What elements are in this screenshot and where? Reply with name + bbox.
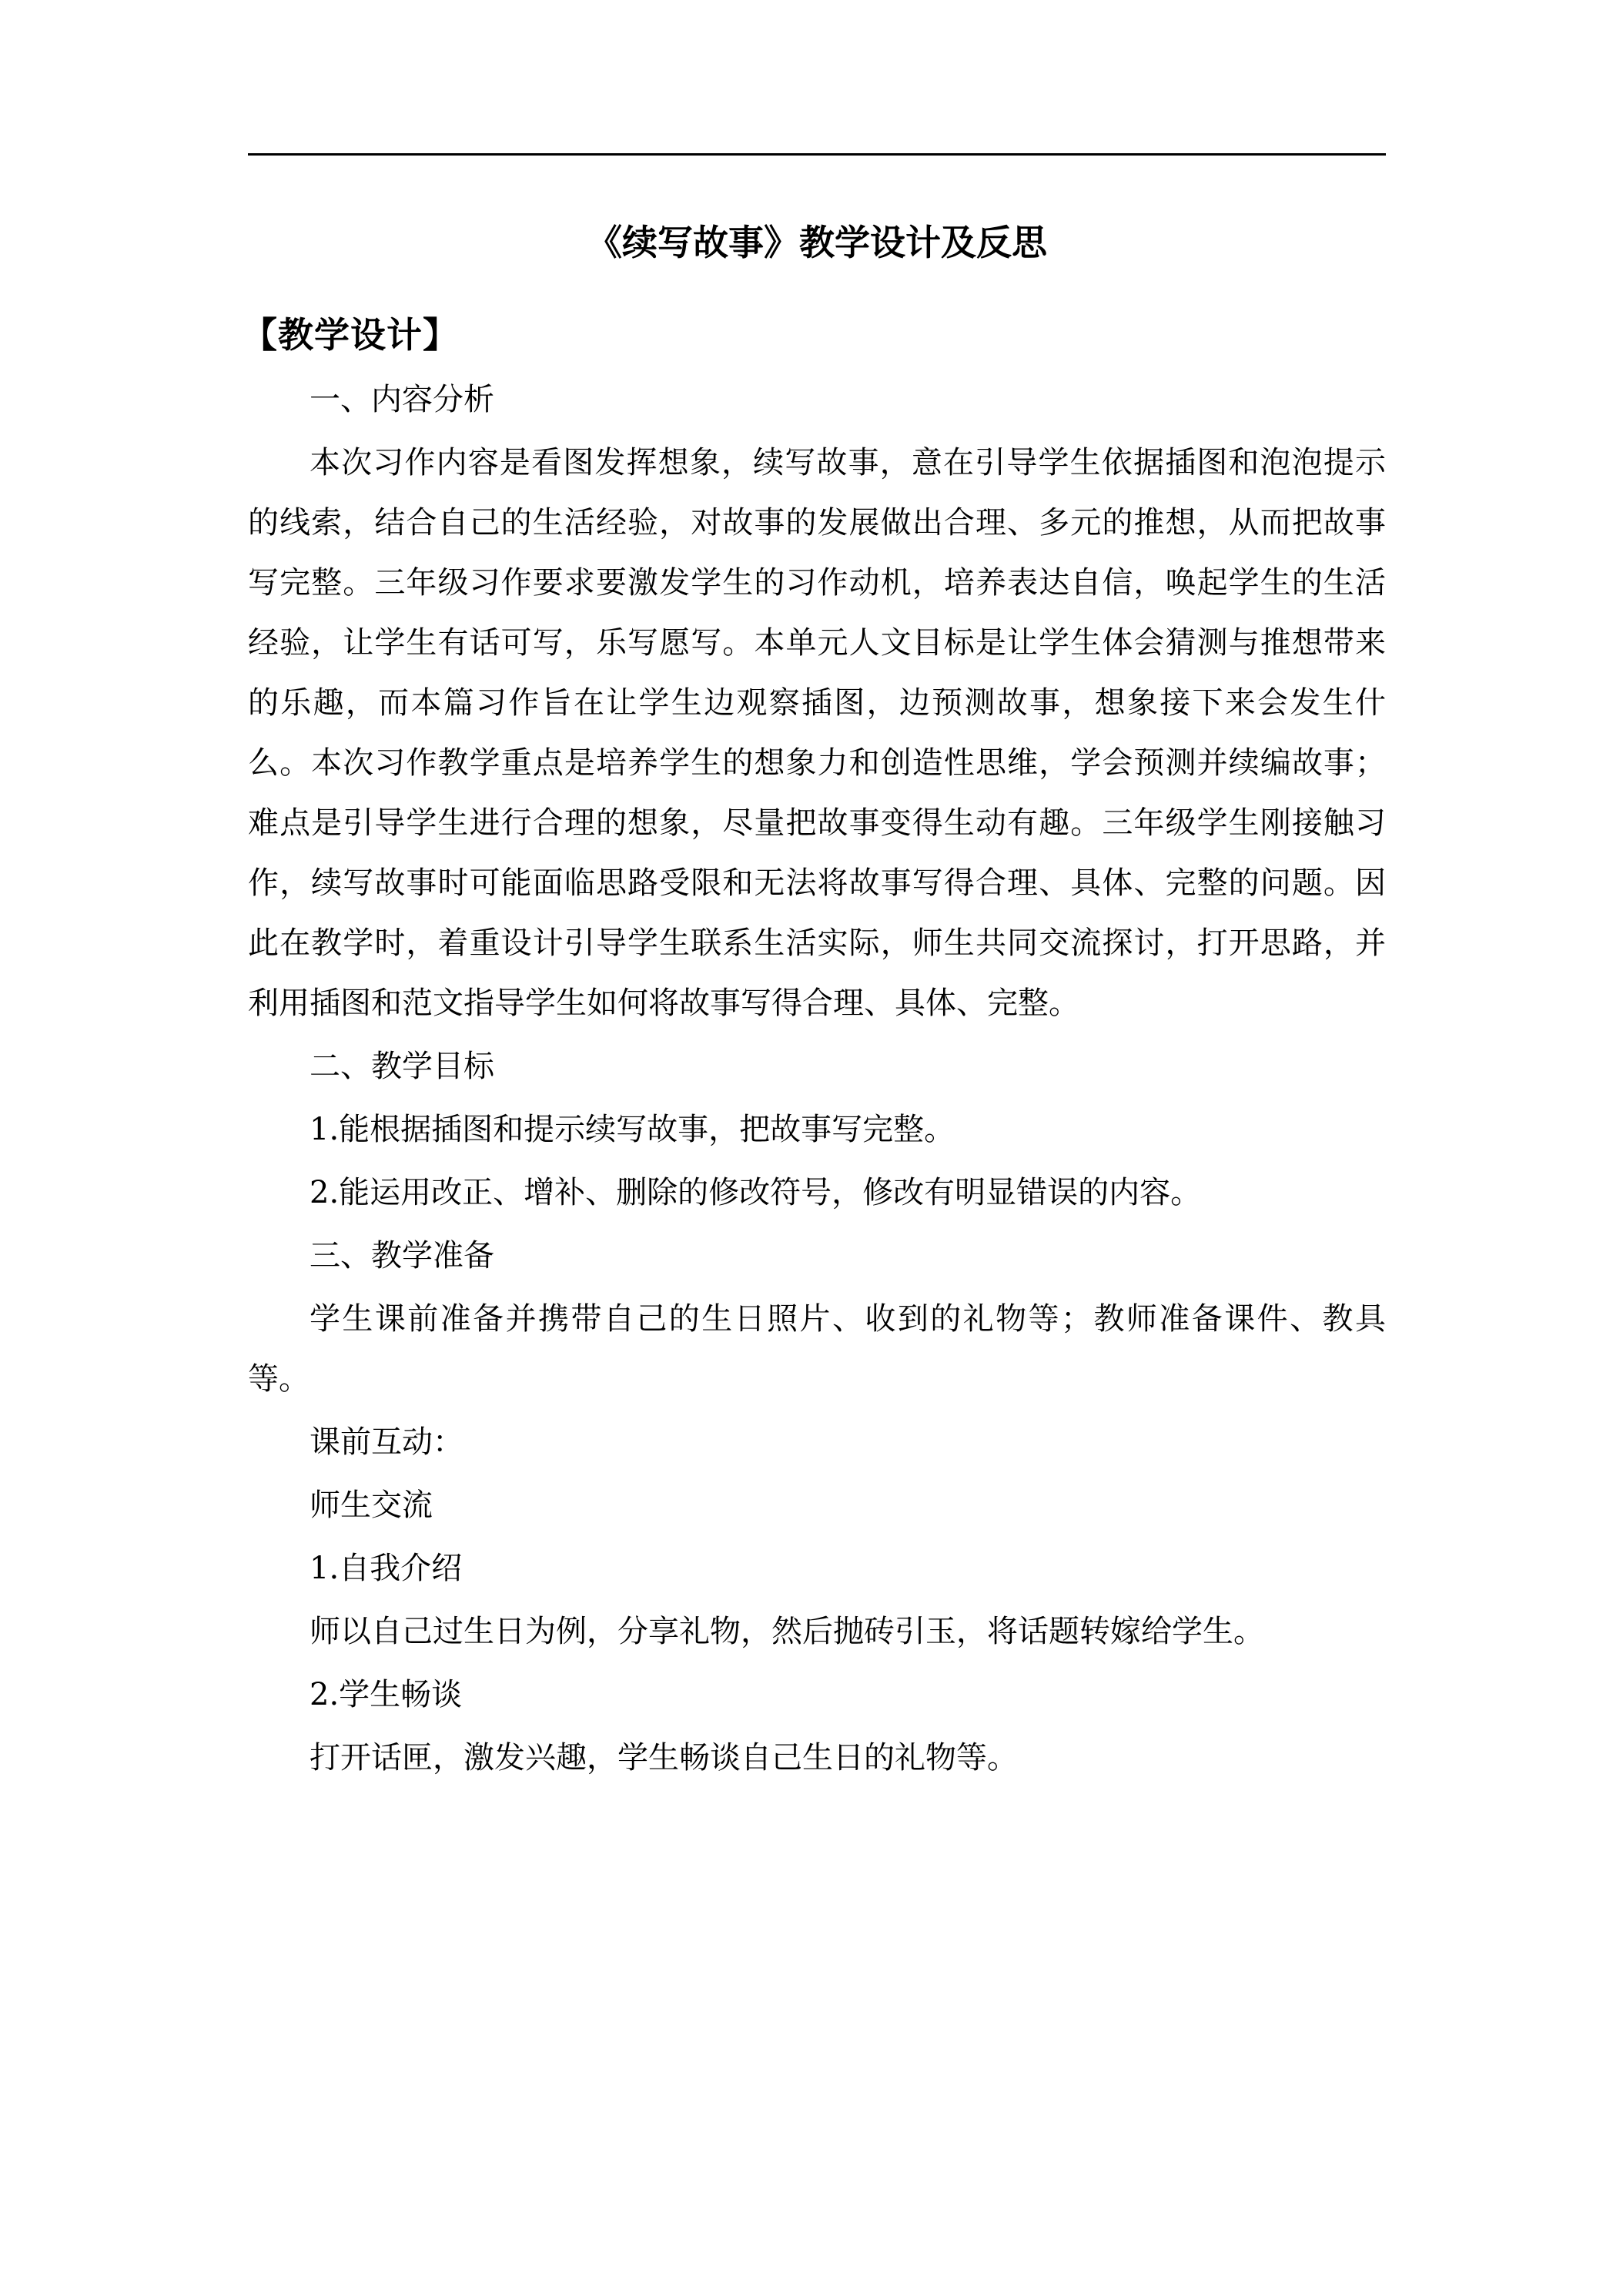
label-pre-class-interaction: 课前互动： [310, 1424, 463, 1460]
goal-item-1: 1.能根据插图和提示续写故事，把故事写完整。 [310, 1112, 955, 1147]
paragraph-student-talk: 打开话匣，激发兴趣，学生畅谈自己生日的礼物等。 [310, 1740, 1018, 1776]
header-rule [248, 153, 1386, 156]
document-body [248, 370, 1386, 1788]
document-content [242, 208, 1386, 1788]
heading-teaching-preparation: 三、教学准备 [310, 1238, 494, 1274]
step-student-talk: 2.学生畅谈 [310, 1677, 463, 1712]
document-title: 《续写故事》教学设计及反思 [587, 222, 1047, 263]
heading-content-analysis: 一、内容分析 [310, 382, 494, 417]
heading-teaching-goals: 二、教学目标 [310, 1049, 494, 1084]
label-teacher-student-exchange: 师生交流 [310, 1488, 433, 1523]
paragraph-content-analysis: 本次习作内容是看图发挥想象，续写故事，意在引导学生依据插图和泡泡提示的线索，结合自己的生活经验，对故事的发展做出合理、多元的推想，从而把故事写完整。三年级习作要求要激发学生的习作动机，培养表达自信，唤起学生的生活经验，让学生有话可写，乐写愿写。本单元人文目标是让学生体会猜测与推想带来的乐趣，而本篇习作旨在让学生边观察插图，边预测故事，想象接下来会发生什么。本次习作教学重点是培养学生的想象力和创造性思维，学会预测并续编故事；难点是引导学生进行合理的想象，尽量把故事变得生动有趣。三年级学生刚接触习作，续写故事时可能面临思路受限和无法将故事写得合理、具体、完整的问题。因此在教学时，着重设计引导学生联系生活实际，师生共同交流探讨，打开思路，并利用插图和范文指导学生如何将故事写得合理、具体、完整。 [248, 445, 1386, 1021]
paragraph-self-introduction: 师以自己过生日为例，分享礼物，然后抛砖引玉，将话题转嫁给学生。 [310, 1614, 1264, 1649]
paragraph-preparation: 学生课前准备并携带自己的生日照片、收到的礼物等；教师准备课件、教具等。 [248, 1301, 1386, 1397]
step-self-introduction: 1.自我介绍 [310, 1551, 463, 1586]
section-heading: 【教学设计】 [242, 314, 459, 356]
goal-item-2: 2.能运用改正、增补、删除的修改符号，修改有明显错误的内容。 [310, 1175, 1202, 1210]
